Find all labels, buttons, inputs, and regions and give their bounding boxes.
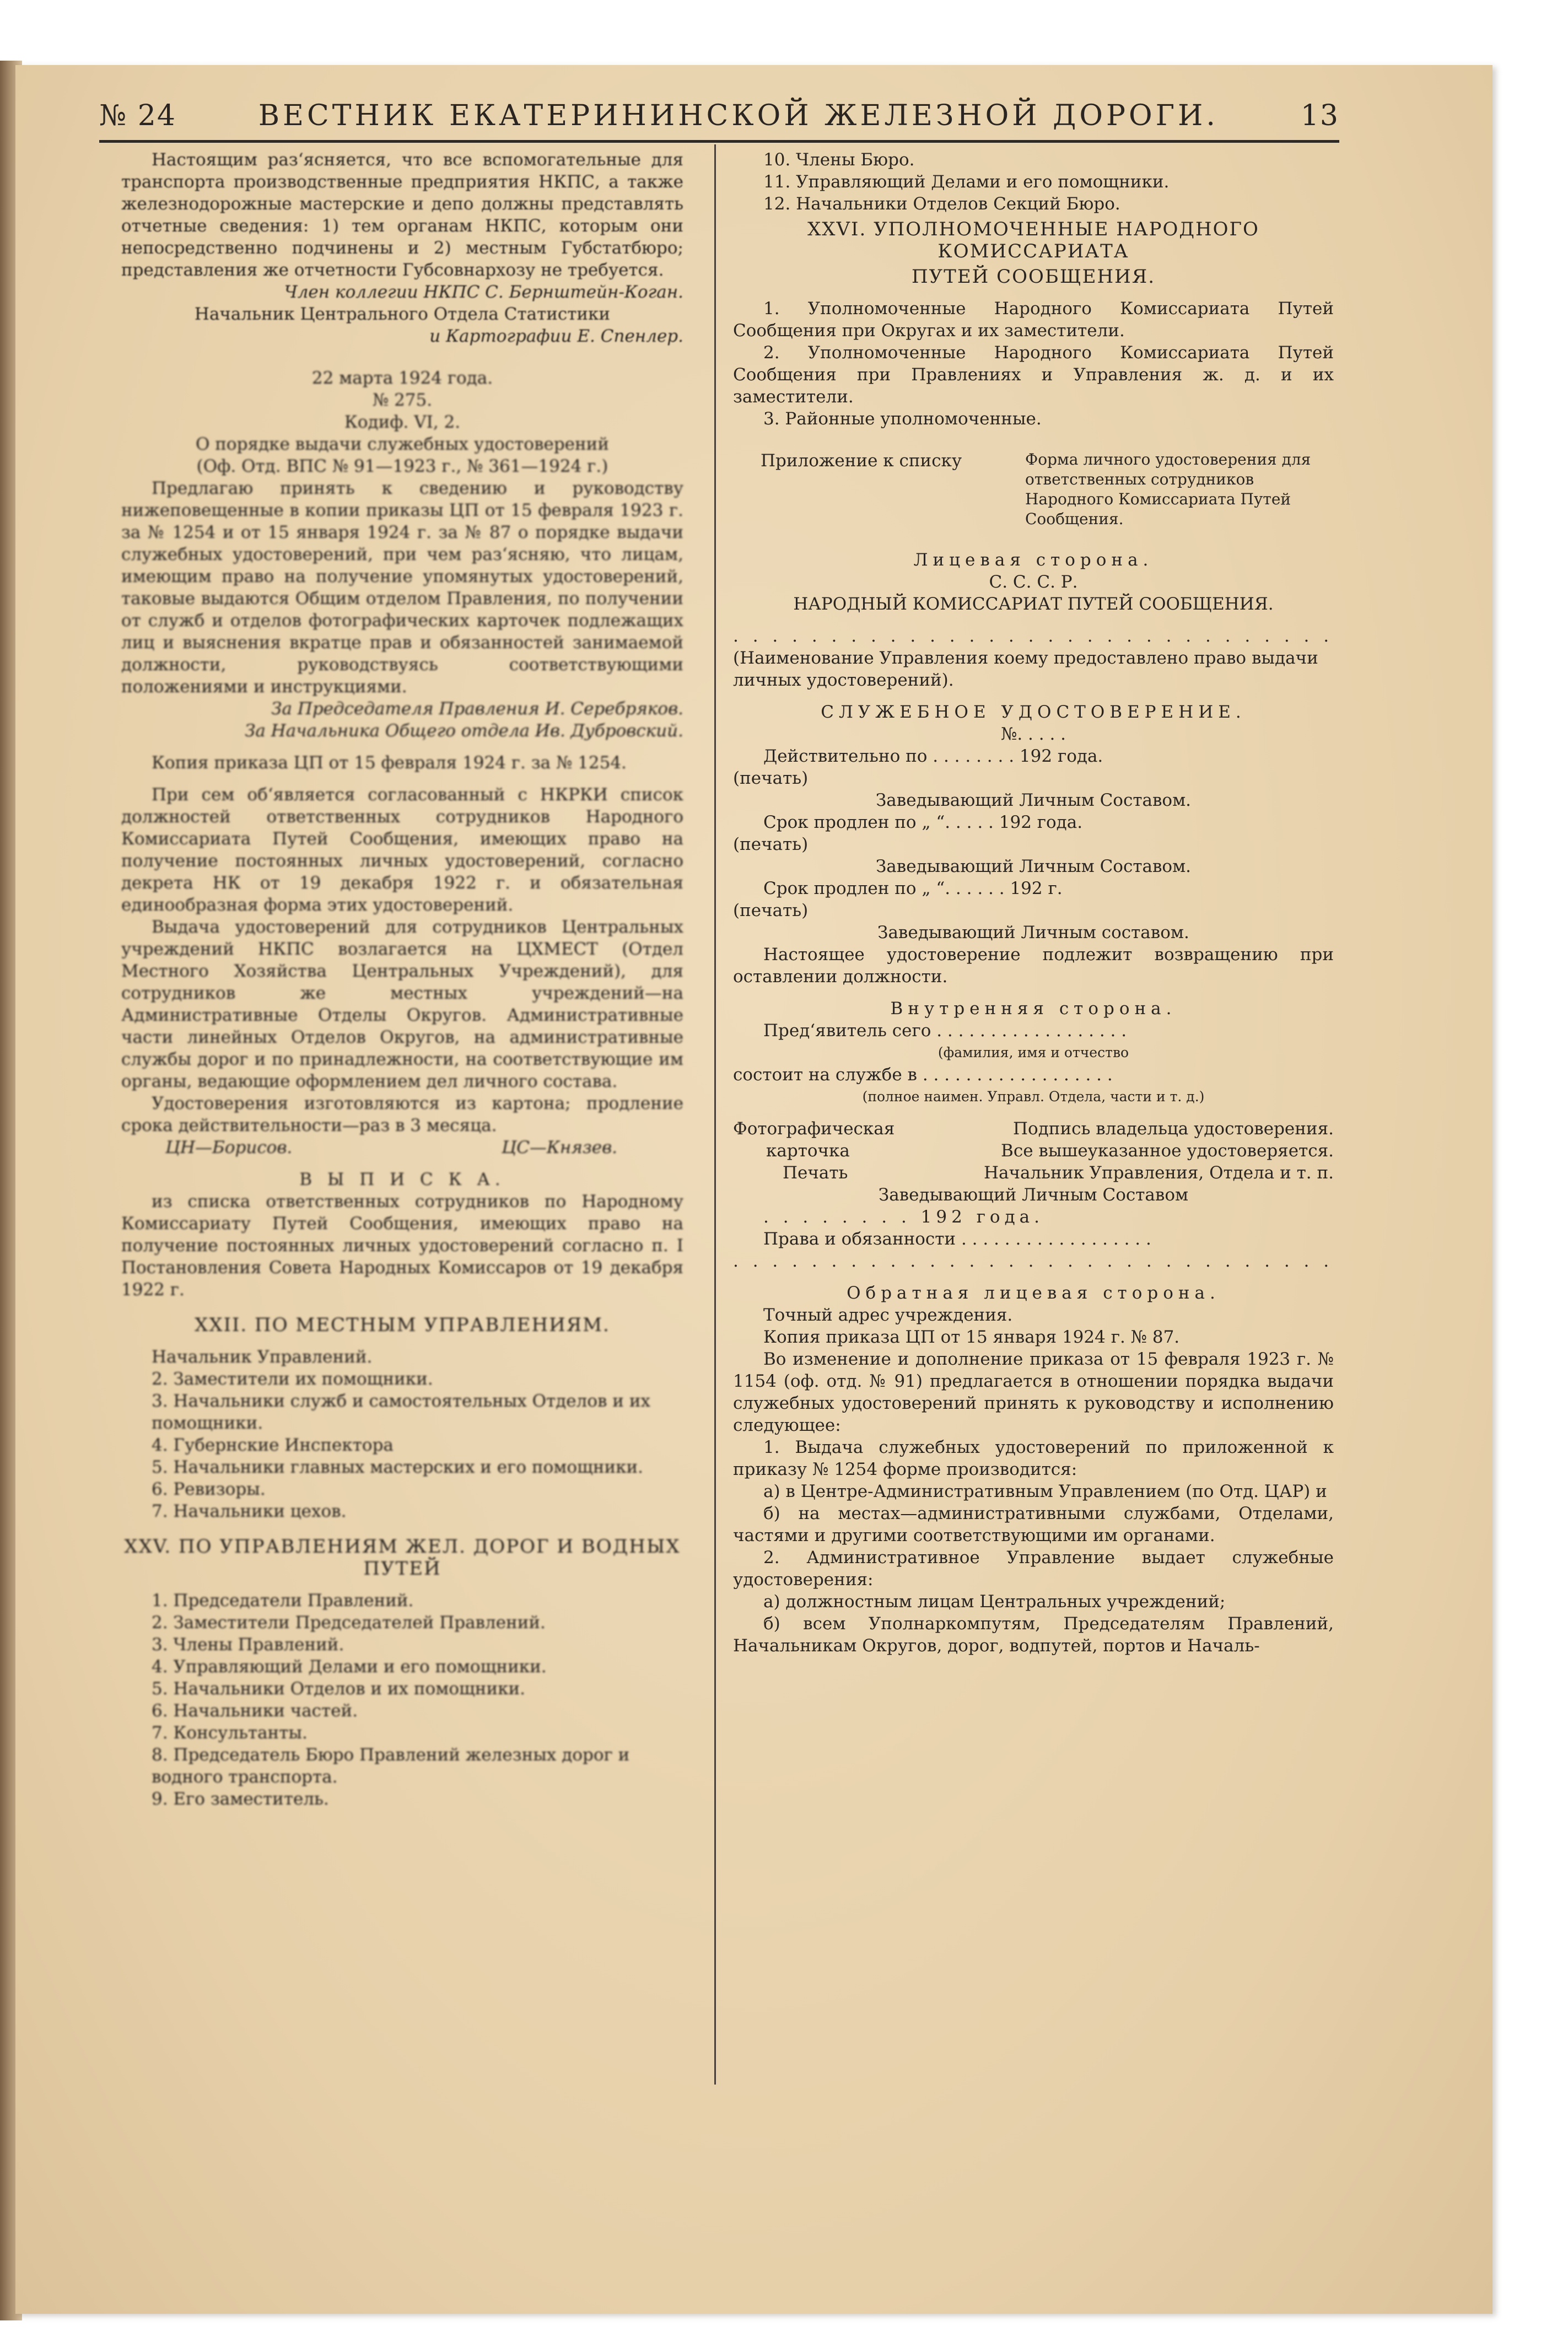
commissariat-label: НАРОДНЫЙ КОМИССАРИАТ ПУТЕЙ СООБЩЕНИЯ. [793,594,1274,614]
list-item: 5. Начальники Отделов и их помощники. [152,1679,526,1699]
photo-label: Фотографическая [733,1119,895,1139]
address-line: Точный адрес учреждения. [763,1305,1013,1325]
seal-label: (печать) [733,834,809,854]
list-item: Начальник Управлений. [152,1347,373,1367]
date-line: . . . . . . . . 192 года. [763,1207,1044,1227]
list-item: 7. Начальники цехов. [152,1501,347,1521]
extract-paragraph: из списка ответственных сотрудников по Народному Комиссариату Путей Сообщения, имеющих право на получение постоянных личных удостоверений согласно п. I Постановления Совета Народных Комиссаров от 19 декабря 1922 г. [121,1192,683,1300]
signature: ЦС—Князев. [502,1138,617,1157]
order-paragraph: а) в Центре-Административным Управлением (по Отд. ЦАР) и [763,1482,1327,1501]
signature: Член коллегии НКПС С. Бернштейн-Коган. [284,282,683,302]
order-paragraph: Выдача удостоверений для сотрудников Центральных учреждений НКПС возлагается на ЦХМЕСТ (Отдел Местного Хозяйства Центральных Учреждений), для сотрудников же местных учреждений—на Административные Отделы Округов. Административные части линейных Отделов Округов, на административные службы дорог и по принадлежности, на соответствующие им органы, ведающие оформлением дел личного состава. [121,917,683,1091]
list-item: 7. Консультанты. [152,1723,308,1743]
order-date: 22 марта 1924 года. [311,368,493,388]
appendix-label: Приложение к списку [761,451,962,471]
seal-label: (печать) [733,901,809,920]
list-item: 8. Председатель Бюро Правлений железных дорог и водного транспорта. [152,1745,630,1787]
order-paragraph: Удостоверения изготовляются из картона; продление срока действительности—раз в 3 месяца. [121,1094,683,1135]
back-heading: Обратная лицевая сторона. [847,1283,1220,1303]
copy-line: Копия приказа ЦП от 15 февраля 1924 г. за № 1254. [152,753,627,773]
face-heading: Лицевая сторона. [913,550,1154,570]
order-title: О порядке выдачи служебных удостоверений [196,434,609,454]
page-header [99,83,1339,132]
order-paragraph: б) всем Уполнаркомпутям, Председателям Правлений, Начальникам Округов, дорог, водпутей, портов и Началь- [733,1614,1334,1656]
bearer-line: Пред‘явитель сего . . . . . . . . . . . . . . . . . . [763,1021,1127,1041]
inner-heading: Внутренняя сторона. [890,999,1177,1019]
list-item: 12. Начальники Отделов Секций Бюро. [763,194,1120,214]
signature: За Начальника Общего отдела Ив. Дубровский. [245,721,683,741]
extract-heading: В Ы П И С К А. [299,1170,505,1189]
dotted-line: . . . . . . . . . . . . . . . . . . . . . . . . . . . . . . . [733,1251,1334,1271]
signature: За Председателя Правления И. Серебряков. [271,699,683,719]
extension-line: Срок продлен по „ “. . . . . 192 года. [763,812,1083,832]
ussr-label: С. С. С. Р. [989,572,1078,592]
right-column [733,149,1334,1657]
signature: ЦН—Борисов. [165,1138,293,1157]
dotted-line: . . . . . . . . . . . . . . . . . . . . . . . . . . . . . . . [733,626,1334,646]
issue-number: № 24 [99,99,176,132]
naming-note: (Наименование Управления коему предоставлено право выдачи личных удостоверений). [733,648,1318,690]
order-paragraph: 2. Административное Управление выдает служебные удостоверения: [733,1548,1334,1590]
service-note: (полное наимен. Управл. Отдела, части и т. д.) [862,1089,1205,1105]
validity-line: Действительно по . . . . . . . . 192 года. [763,746,1103,766]
order-paragraph: а) должностным лицам Центральных учреждений; [763,1592,1226,1612]
chief-label: Начальник Управления, Отдела и т. п. [983,1163,1334,1183]
appendix-form-title: Форма личного удостоверения для ответственных сотрудников Народного Комиссариата Путей Сообщения. [1025,450,1311,528]
list-item: 1. Председатели Правлений. [152,1591,414,1611]
order-paragraph: б) на местах—административными службами, Отделами, частями и другими соответствующими им органами. [733,1504,1334,1545]
list-item: 6. Начальники частей. [152,1701,358,1721]
signature: и Картографии Е. Спенлер. [429,326,683,346]
bearer-note: (фамилия, имя и отчество [937,1044,1129,1060]
order-paragraph: Предлагаю принять к сведению и руководству нижеповещенные в копии приказы ЦП от 15 февраля 1923 г. за № 1254 и от 15 января 1924 г. за № 87 о порядке выдачи служебных удостоверений, при чем раз‘ясняю, что лицам, имеющим право на получение упомянутых удостоверений, таковые выдаются Общим отделом Правления, по получении от служб и отделов фотографических карточек подлежащих лиц и выяснения вкратце прав и обязанностей занимаемой должности, руководствуясь соответствующими положениями и инструкциями. [121,478,683,697]
list-item: 9. Его заместитель. [152,1789,329,1809]
list-item: 11. Управляющий Делами и его помощники. [763,172,1170,192]
list-item: 3. Начальники служб и самостоятельных Отделов и их помощники. [152,1391,650,1433]
list-item: 2. Заместители Председателей Правлений. [152,1613,546,1633]
page-number: 13 [1300,99,1339,132]
intro-paragraph: Настоящим раз‘ясняется, что все вспомогательные для транспорта производственные предприятия НКПС, а также железнодорожные мастерские и депо должны представлять отчетные сведения: 1) тем органам НКПС, которым они непосредственно подчинены и 2) местным Губстатбюро; представления же отчетности Губсовнархозу не требуется. [121,150,683,280]
order-paragraph: Во изменение и дополнение приказа от 15 февраля 1923 г. № 1154 (оф. отд. № 91) предлагается в отношении порядка выдачи служебных удостоверений принять к руководству и исполнению следующее: [733,1349,1334,1435]
return-note: Настоящее удостоверение подлежит возвращению при оставлении должности. [733,945,1334,987]
order-reference: (Оф. Отд. ВПС № 91—1923 г., № 361—1924 г.) [196,456,608,476]
left-column [121,149,683,1810]
list-item: 6. Ревизоры. [152,1479,266,1499]
order-paragraph: 1. Выдача служебных удостоверений по приложенной к приказу № 1254 форме производится: [733,1437,1334,1479]
list-item: 3. Районные уполномоченные. [763,409,1042,429]
manager-label: Заведывающий Личным Составом. [875,790,1192,810]
certificate-title: СЛУЖЕБНОЕ УДОСТОВЕРЕНИЕ. [821,702,1246,722]
list-item: 1. Уполномоченные Народного Комиссариата Путей Сообщения при Округах и их заместители. [733,299,1334,341]
column-divider [714,144,716,2085]
header-rule [99,140,1339,143]
list-item: 4. Губернские Инспектора [152,1435,394,1455]
list-item: 10. Члены Бюро. [763,150,915,170]
section-heading: XXV. ПО УПРАВЛЕНИЯМ ЖЕЛ. ДОРОГ И ВОДНЫХ ПУТЕЙ [124,1536,681,1580]
manager-label: Заведывающий Личным Составом. [875,857,1192,876]
order-paragraph: При сем об‘является согласованный с НКРКИ список должностей ответственных сотрудников Народного Комиссариата Путей Сообщения, имеющих право на получение постоянных личных удостоверений, согласно декрета НК от 19 декабря 1922 г. и обязательная единообразная форма этих удостоверений. [121,785,683,915]
section-heading: XXII. ПО МЕСТНЫМ УПРАВЛЕНИЯМ. [195,1314,610,1336]
order-code: Кодиф. VI, 2. [344,412,461,432]
extension-line: Срок продлен по „ “. . . . . . 192 г. [763,879,1063,898]
service-line: состоит на службе в . . . . . . . . . . . . . . . . . . [733,1065,1113,1085]
signature: Начальник Центрального Отдела Статистики [194,304,611,324]
photo-label: карточка [766,1141,850,1161]
section-heading: XXVI. УПОЛНОМОЧЕННЫЕ НАРОДНОГО КОМИССАРИАТА [807,218,1259,262]
holder-signature: Подпись владельца удостоверения. [1013,1119,1334,1139]
list-item: 2. Заместители их помощники. [152,1369,433,1389]
newspaper-title: ВЕСТНИК ЕКАТЕРИНИНСКОЙ ЖЕЛЕЗНОЙ ДОРОГИ. [258,99,1219,132]
manager-label: Заведывающий Личным Составом [878,1185,1189,1205]
manager-label: Заведывающий Личным составом. [877,923,1189,943]
rights-line: Права и обязанности . . . . . . . . . . . . . . . . . . [763,1229,1151,1249]
list-item: 2. Уполномоченные Народного Комиссариата Путей Сообщения при Правлениях и Управления ж. д. и их заместители. [733,343,1334,407]
certificate-number: №. . . . . [1000,724,1066,744]
section-heading: ПУТЕЙ СООБЩЕНИЯ. [911,266,1156,288]
stamp-label: Печать [783,1163,848,1183]
list-item: 3. Члены Правлений. [152,1635,344,1655]
seal-label: (печать) [733,768,809,788]
list-item: 5. Начальники главных мастерских и его помощники. [152,1457,644,1477]
order-number: № 275. [372,390,433,410]
copy-line: Копия приказа ЦП от 15 января 1924 г. № 87. [763,1327,1180,1347]
certified-line: Все вышеуказанное удостоверяется. [1001,1141,1334,1161]
list-item: 4. Управляющий Делами и его помощники. [152,1657,547,1677]
